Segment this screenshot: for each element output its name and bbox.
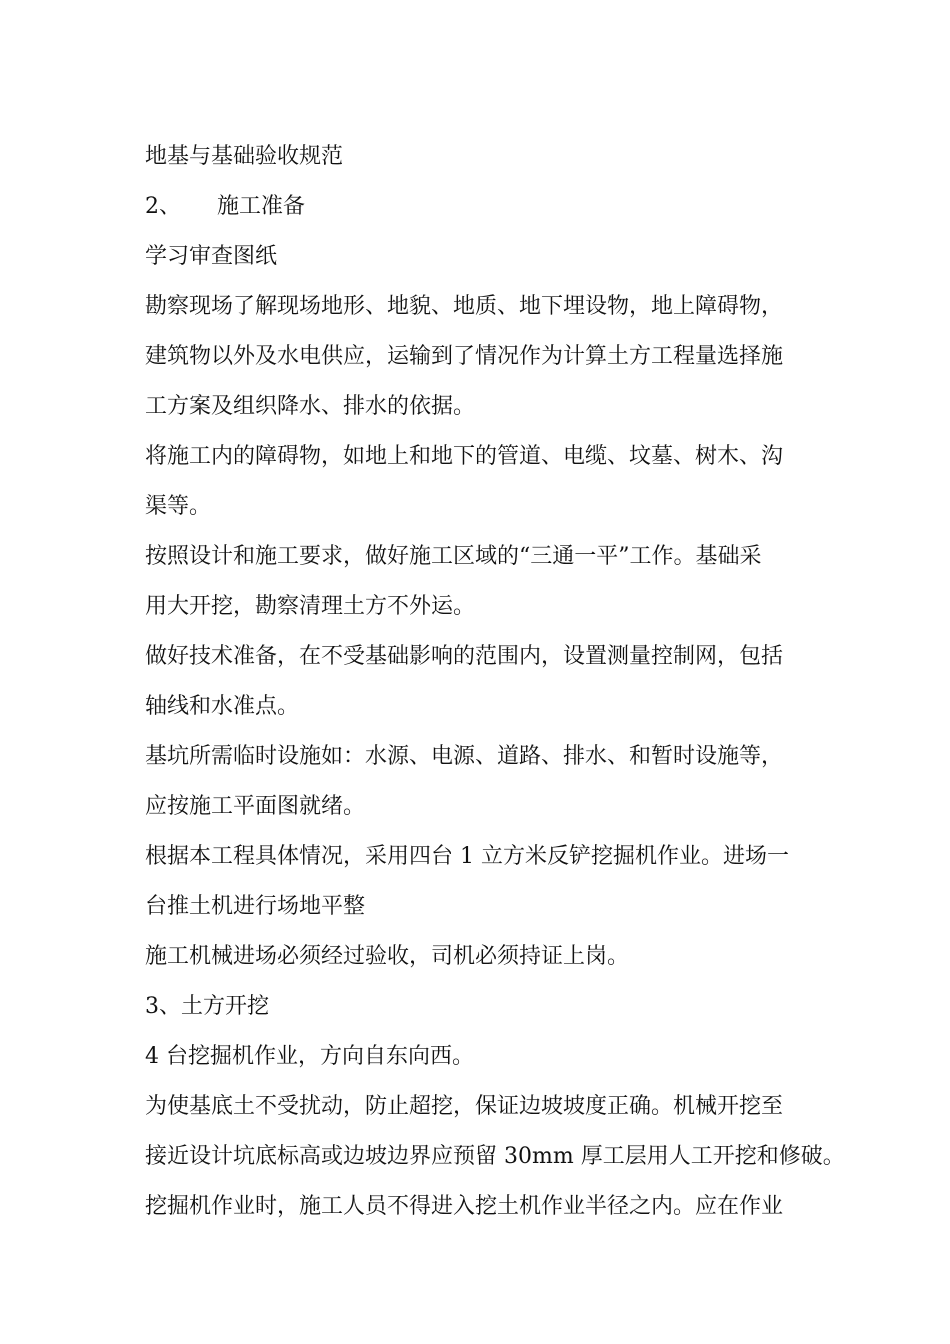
text-line: 挖掘机作业时，施工人员不得进入挖土机作业半径之内。应在作业 — [145, 1194, 784, 1219]
text-line: 应按施工平面图就绪。 — [145, 794, 366, 819]
text-line: 施工机械进场必须经过验收，司机必须持证上岗。 — [145, 944, 630, 969]
text-line: 根据本工程具体情况，采用四台 1 立方米反铲挖掘机作业。进场一 — [145, 844, 789, 869]
text-line: 按照设计和施工要求，做好施工区域的“三通一平”工作。基础采 — [145, 544, 762, 569]
text-line: 地基与基础验收规范 — [145, 144, 344, 169]
text-line: 勘察现场了解现场地形、地貌、地质、地下埋设物，地上障碍物， — [145, 294, 784, 319]
text-line: 4 台挖掘机作业，方向自东向西。 — [145, 1044, 474, 1069]
text-line: 渠等。 — [145, 494, 212, 519]
text-line: 做好技术准备，在不受基础影响的范围内，设置测量控制网，包括 — [145, 644, 784, 669]
section-title: 施工准备 — [217, 194, 306, 219]
text-line: 工方案及组织降水、排水的依据。 — [145, 394, 476, 419]
text-line: 接近设计坑底标高或边坡边界应预留 30mm 厚工层用人工开挖和修破。 — [145, 1144, 845, 1169]
text-line: 轴线和水准点。 — [145, 694, 300, 719]
text-line: 基坑所需临时设施如：水源、电源、道路、排水、和暂时设施等， — [145, 744, 784, 769]
text-line: 将施工内的障碍物，如地上和地下的管道、电缆、坟墓、树木、沟 — [145, 444, 784, 469]
section-heading: 3、土方开挖 — [145, 994, 269, 1019]
document-body — [145, 132, 845, 1232]
text-line: 为使基底土不受扰动，防止超挖，保证边坡坡度正确。机械开挖至 — [145, 1094, 784, 1119]
text-line: 台推土机进行场地平整 — [145, 894, 366, 919]
section-heading — [145, 182, 825, 232]
text-line: 学习审查图纸 — [145, 244, 278, 269]
text-line: 建筑物以外及水电供应，运输到了情况作为计算土方工程量选择施 — [145, 344, 784, 369]
section-number: 2、 — [145, 194, 181, 219]
text-line: 用大开挖，勘察清理土方不外运。 — [145, 594, 476, 619]
